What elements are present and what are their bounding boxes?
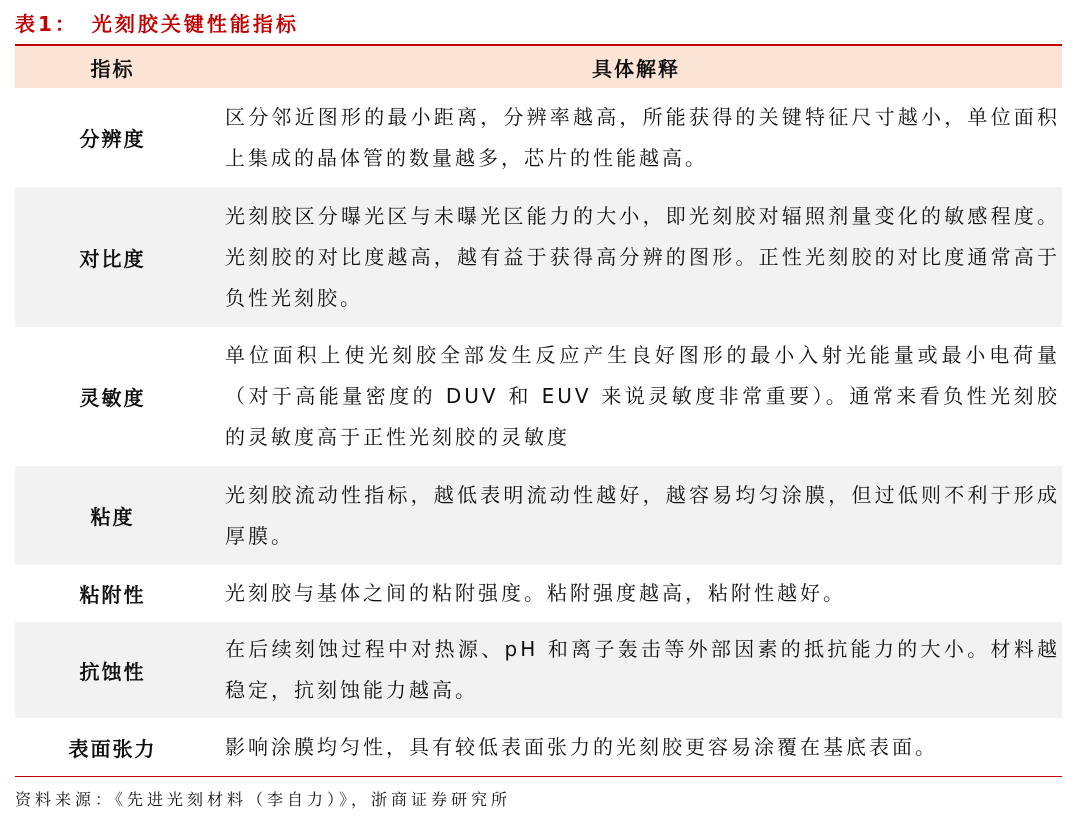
row-explanation: 光刻胶流动性指标，越低表明流动性越好，越容易均匀涂膜，但过低则不利于形成厚膜。 bbox=[225, 482, 1060, 548]
row-explanation-cell bbox=[210, 565, 1062, 622]
header-indicator: 指标 bbox=[90, 56, 135, 81]
table-caption bbox=[15, 8, 299, 40]
table-header-row bbox=[15, 46, 1062, 88]
row-indicator: 粘度 bbox=[90, 505, 135, 529]
row-explanation-cell bbox=[210, 327, 1062, 466]
table-row bbox=[15, 622, 1062, 718]
row-explanation: 光刻胶区分曝光区与未曝光区能力的大小，即光刻胶对辐照剂量变化的敏感程度。光刻胶的对比度越高，越有益于获得高分辨的图形。正性光刻胶的对比度通常高于负性光刻胶。 bbox=[225, 203, 1060, 310]
row-explanation: 在后续刻蚀过程中对热源、pH 和离子轰击等外部因素的抵抗能力的大小。材料越稳定，抗刻蚀能力越高。 bbox=[225, 637, 1060, 702]
row-indicator: 粘附性 bbox=[79, 583, 146, 607]
row-explanation-cell bbox=[210, 187, 1062, 327]
row-indicator: 对比度 bbox=[79, 246, 146, 271]
row-indicator: 抗蚀性 bbox=[79, 659, 146, 684]
table-row bbox=[15, 466, 1062, 565]
row-indicator: 分辨度 bbox=[79, 127, 146, 151]
table-row bbox=[15, 88, 1062, 187]
row-explanation-cell bbox=[210, 718, 1062, 776]
row-indicator: 表面张力 bbox=[68, 736, 157, 761]
row-indicator: 灵敏度 bbox=[79, 386, 146, 410]
table-row bbox=[15, 718, 1062, 776]
row-explanation-cell bbox=[210, 466, 1062, 565]
header-explanation: 具体解释 bbox=[592, 56, 680, 81]
table-row bbox=[15, 327, 1062, 466]
row-explanation: 光刻胶与基体之间的粘附强度。粘附强度越高，粘附性越好。 bbox=[225, 581, 846, 605]
row-explanation: 影响涂膜均匀性，具有较低表面张力的光刻胶更容易涂覆在基底表面。 bbox=[225, 734, 938, 759]
table-caption-text: 光刻胶关键性能指标 bbox=[91, 12, 299, 36]
table-row bbox=[15, 565, 1062, 622]
photoresist-performance-table bbox=[15, 44, 1062, 777]
row-explanation-cell bbox=[210, 88, 1062, 187]
row-explanation-cell bbox=[210, 622, 1062, 718]
table-row bbox=[15, 187, 1062, 327]
row-explanation: 单位面积上使光刻胶全部发生反应产生良好图形的最小入射光能量或最小电荷量（对于高能量密度的 DUV 和 EUV 来说灵敏度非常重要）。通常来看负性光刻胶的灵敏度高于正性光刻胶的灵敏度 bbox=[225, 343, 1060, 449]
source-note: 资料来源：《先进光刻材料（李自力）》，浙商证券研究所 bbox=[15, 790, 512, 809]
table-caption-label: 表1： bbox=[15, 12, 78, 36]
row-explanation: 区分邻近图形的最小距离，分辨率越高，所能获得的关键特征尺寸越小，单位面积上集成的晶体管的数量越多，芯片的性能越高。 bbox=[225, 104, 1060, 170]
